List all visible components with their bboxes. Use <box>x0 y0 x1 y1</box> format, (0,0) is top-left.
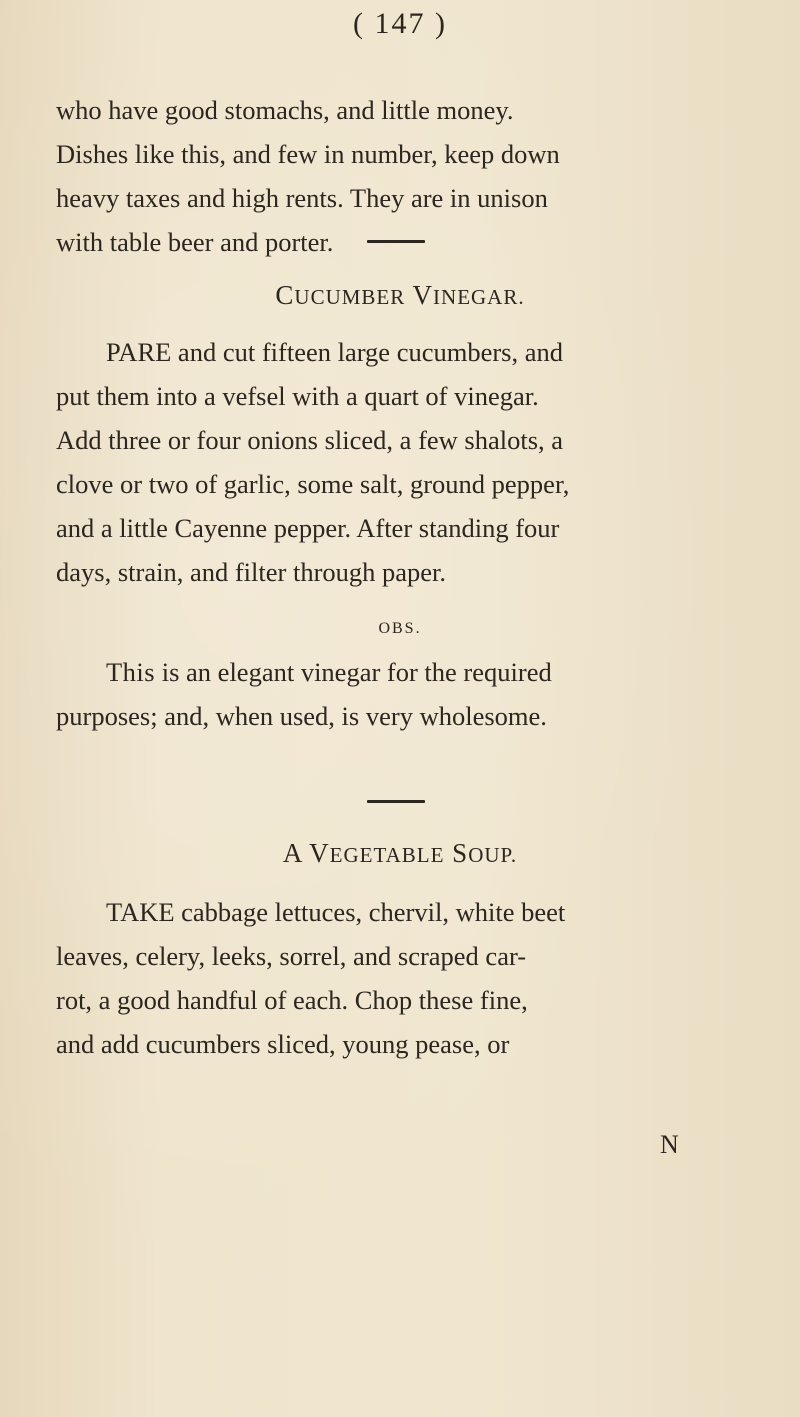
text-line: Add three or four onions sliced, a few shalots, a <box>56 425 564 455</box>
catchword: N <box>660 1130 679 1159</box>
text-line: who have good stomachs, and little money. <box>56 95 514 125</box>
text-line: with table beer and porter. <box>56 227 334 257</box>
recipe-title-cucumber-vinegar: CUCUMBER VINEGAR. <box>275 280 525 310</box>
intro-paragraph <box>56 88 766 264</box>
section-divider <box>367 240 425 243</box>
text-line: This is an elegant vinegar for the required <box>106 657 552 687</box>
text-line: leaves, celery, leeks, sorrel, and scraped car- <box>56 941 527 971</box>
text-line: Dishes like this, and few in number, keep down <box>56 139 560 169</box>
text-line: put them into a vefsel with a quart of vinegar. <box>56 381 539 411</box>
text-line: TAKE cabbage lettuces, chervil, white beet <box>106 897 566 927</box>
obs-paragraph <box>56 650 766 738</box>
text-line: clove or two of garlic, some salt, ground pepper, <box>56 469 570 499</box>
recipe-body-vegetable-soup <box>56 890 766 1066</box>
page-number-header: ( 147 ) <box>353 7 447 40</box>
section-divider <box>367 800 425 803</box>
text-line: heavy taxes and high rents. They are in unison <box>56 183 548 213</box>
text-line: purposes; and, when used, is very wholesome. <box>56 701 547 731</box>
text-line: rot, a good handful of each. Chop these fine, <box>56 985 528 1015</box>
obs-lead-word: This <box>106 657 156 687</box>
text-line: days, strain, and filter through paper. <box>56 557 447 587</box>
obs-label: OBS. <box>378 620 422 637</box>
recipe-title-vegetable-soup: A VEGETABLE SOUP. <box>282 838 518 868</box>
text-line: PARE and cut fifteen large cucumbers, and <box>106 337 563 367</box>
recipe-body-cucumber-vinegar <box>56 330 766 594</box>
text-line: and a little Cayenne pepper. After standing four <box>56 513 560 543</box>
text-line: and add cucumbers sliced, young pease, or <box>56 1029 510 1059</box>
